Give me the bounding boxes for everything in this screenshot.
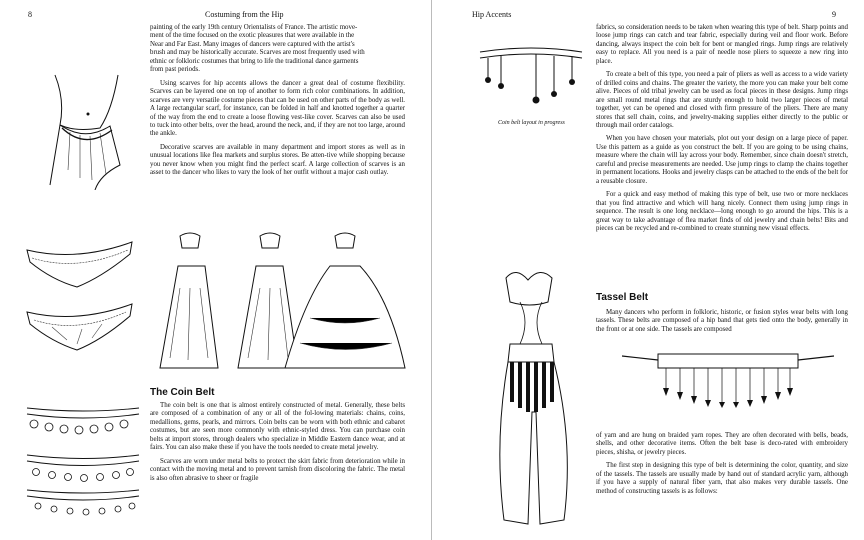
coin-para1: The coin belt is one that is almost entirely constructed of metal. Generally, these belts are composed of a combination of any or all of the fol-lowing materials: chains, coins, medallions, gems, pearls, and mirrors. Coin belts can be worn with both ethnic and cabaret costumes, but are seen more commonly with ethnic-styled dress. You can purchase coin belts at import stores, through dealers who specialize in Middle Eastern dance wear, and at fairs. You can also make these if you have the tools needed to create metal jewelry. (150, 402, 405, 452)
left-para1-line2: ment of the time focused on the exotic pleasures that were available in the (150, 32, 355, 40)
coin-para2: Scarves are worn under metal belts to protect the skirt fabric from deterioration while in contact with the moving metal and to prevent tarnish from discoloring the fabric. The metal is also often abrasive to sheer or fragile (150, 457, 405, 482)
coin-belt-heading: The Coin Belt (150, 387, 215, 398)
left-para1-line4: brush and may be historically accurate. Scarves are most frequently used with (150, 49, 365, 57)
coin-belt-text (150, 402, 405, 488)
left-para1-line6: from past periods. (150, 66, 200, 74)
right-para1: fabrics, so consideration needs to be taken when wearing this type of belt. Sharp points and loose jump rings can catch and tear fabric, especially during veil and floor work. Before dancing, always inspect the coin belt for bent or mangled rings. Jump rings are relatively easy to replace. All you need is a pair of needle nose pliers to squeeze a new ring into place. (596, 24, 848, 65)
right-text-top (596, 24, 848, 238)
left-para2: Using scarves for hip accents allows the dancer a great deal of costume flexibility. Scarves can be layered one on top of another to form rich color combinations. In addition, scarves are very versatile costume pieces that can be used on other parts of the body as well. A large rectangular scarf, for instance, can be folded in half and knotted together a quarter of the way from the end to create a loose flowing vest-like cover. Scarves can also be used to tuck into other belts, over the head, around the neck, and, if they are not too large, around the ankle. (150, 79, 405, 138)
right-para2: To create a belt of this type, you need a pair of pliers as well as access to a wide variety of drilled coins and chains. The greater the variety, the more you can make your belt come alive. Pieces of old tribal jewelry can be used as focal pieces in these designs. Jump rings are small round metal rings that are sturdy enough to hold two larger pieces of metal together, yet can be opened and closed with firm pressure of the pliers. There are many stores that sell chain, coins, and jewelry-making supplies either directly to the public or through mail order catalogs. (596, 71, 848, 129)
tassel-para1: Many dancers who perform in folkloric, historic, or fusion styles wear belts with long tassels. These belts are composed of a hip band that gets tied onto the body, generally in the front or at one side. The tassels are composed (596, 309, 848, 333)
tassel-belt-illustration (618, 346, 838, 408)
tassel-costume-illustration (484, 262, 584, 534)
tassel-text (596, 432, 848, 501)
coin-layout-caption: Coin belt layout in progress (498, 120, 565, 126)
left-para1 (150, 24, 405, 183)
running-head-left: Costuming from the Hip (205, 10, 284, 19)
running-head-right: Hip Accents (472, 10, 512, 19)
scarf-hip-illustration (40, 70, 140, 190)
left-para3: Decorative scarves are available in many department and import stores as well as in unusual locations like flea markets and surplus stores. Be atten-tive while shopping because you never know when you might find the perfect scarf. A large collection of scarves is an asset to the dancer who likes to vary the look of her outfit without a major cash outlay. (150, 143, 405, 177)
tassel-para3: The first step in designing this type of belt is determining the color, quantity, and size of the tassels. The tassels are usually made by hand out of standard acrylic yarn, although if you have a supply of natural fiber yarn, that also makes very durable tassels. One method of constructing tassels is as follows: (596, 462, 848, 495)
tassel-belt-heading: Tassel Belt (596, 292, 649, 303)
right-para4: For a quick and easy method of making this type of belt, use two or more necklaces that you find attractive and which will hang nicely. Connect them using jump rings in sequence. The result is one long necklace—long enough to go around the hips. This is a great way to take advantage of flea market finds of old jewelry and chain belts! Bits and pieces can be recycled and re-combined to create stunning new visual effects. (596, 191, 848, 232)
left-para1-line5: ethnic or folkloric costumes that bring to life the traditional dance garments (150, 57, 359, 65)
page-number-right: 9 (832, 10, 836, 19)
dance-costume-illustrations (150, 228, 415, 373)
page-number-left: 8 (28, 10, 32, 19)
left-para1-line3: Near and Far East. Many images of dancers were captured with the artist's (150, 40, 355, 48)
coin-belt-illustrations (24, 400, 142, 532)
scarf-belt-illustrations (22, 232, 137, 352)
right-para3: When you have chosen your materials, plot out your design on a large piece of paper. Use this pattern as a guide as you construct the belt. If you are going to be using chains, measure where the chain will lay across your body. Remember, since chain doesn't stretch, careful and precise measurements are needed. Use jump rings to clamp the chains together in permanent locations. Hooks and jewelry clasps can be attached to the ends of the belt for a reusable closure. (596, 135, 848, 185)
left-para1-line1: painting of the early 19th century Orientalists of France. The artistic move- (150, 24, 358, 31)
right-page (432, 0, 864, 540)
tassel-para2: of yarn and are hung on braided yarn ropes. They are often decorated with bells, beads, shells, and other decorative items. Often the belt base is deco-rated with embroidery pieces, shisha, or jewelry pieces. (596, 432, 848, 456)
tassel-intro (596, 309, 848, 339)
coin-belt-layout-illustration (476, 38, 586, 118)
